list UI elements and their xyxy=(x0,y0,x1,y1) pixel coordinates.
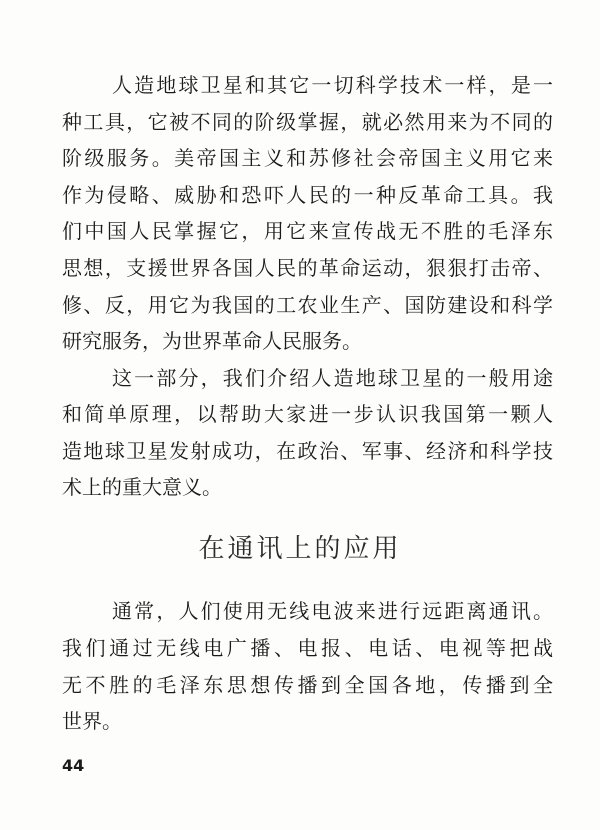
paragraph-1-line: 作为侵略、威胁和恐吓人民的一种反革命工具。我 xyxy=(62,183,553,207)
paragraph-1-line: 种工具，它被不同的阶级掌握，就必然用来为不同的 xyxy=(62,110,553,134)
paragraph-1-line: 研究服务，为世界革命人民服务。 xyxy=(62,329,362,353)
paragraph-3-line: 我们通过无线电广播、电报、电话、电视等把战 xyxy=(62,636,553,660)
paragraph-2-line: 术上的重大意义。 xyxy=(62,475,222,499)
paragraph-1-line: 们中国人民掌握它，用它来宣传战无不胜的毛泽东 xyxy=(62,219,553,243)
paragraph-1-line: 修、反，用它为我国的工农业生产、国防建设和科学 xyxy=(62,293,553,317)
section-heading: 在通讯上的应用 xyxy=(198,534,402,564)
paragraph-3-line: 无不胜的毛泽东思想传播到全国各地，传播到全 xyxy=(62,673,553,697)
paragraph-2-line: 这一部分，我们介绍人造地球卫星的一般用途 xyxy=(112,366,553,390)
paragraph-3-line: 世界。 xyxy=(62,709,122,733)
page-number: 44 xyxy=(62,756,85,775)
paragraph-1-line: 人造地球卫星和其它一切科学技术一样，是一 xyxy=(112,73,553,97)
paragraph-1-line: 阶级服务。美帝国主义和苏修社会帝国主义用它来 xyxy=(62,146,553,170)
paragraph-3-line: 通常，人们使用无线电波来进行远距离通讯。 xyxy=(112,599,553,623)
paragraph-2-line: 造地球卫星发射成功，在政治、军事、经济和科学技 xyxy=(62,439,553,463)
paragraph-2-line: 和简单原理，以帮助大家进一步认识我国第一颗人 xyxy=(62,402,553,426)
paragraph-1-line: 思想，支援世界各国人民的革命运动，狠狠打击帝、 xyxy=(62,256,553,280)
